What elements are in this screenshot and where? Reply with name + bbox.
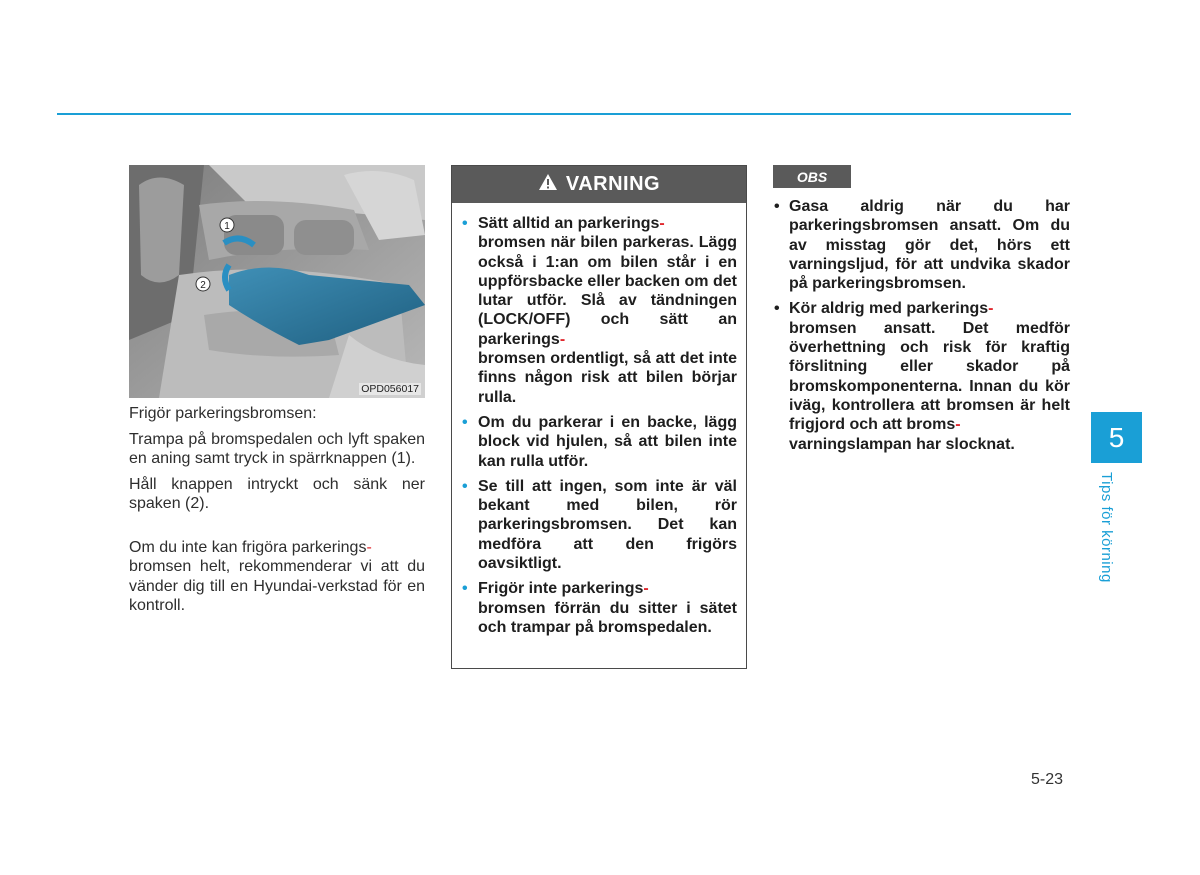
paragraph-release-heading: Frigör parkeringsbromsen: [129, 405, 317, 422]
obs-list [773, 197, 1070, 460]
callout-2: 2 [200, 280, 206, 291]
obs-tag: OBS [773, 165, 851, 188]
figure-code: OPD056017 [361, 383, 419, 395]
chapter-label: Tips för körning [1098, 472, 1115, 583]
obs-item: • Gasa aldrig när du har parkeringsbromsen ansatt. Om du av misstag gör det, hörs ett varningsljud, för att undvika skador på parkeringsbromsen. [773, 197, 1070, 293]
callout-1: 1 [224, 221, 230, 232]
paragraph-workshop-advice: Om du inte kan frigöra parkerings- bromsen helt, rekommenderar vi att du vänder dig till en Hyundai-verkstad för en kontroll. [129, 538, 425, 614]
paragraph-release-step-2: Håll knappen intryckt och sänk ner spaken (2). [129, 475, 425, 512]
warning-item: • Frigör inte parkerings- bromsen förrän du sitter i sätet och trampar på bromspedalen. [461, 579, 737, 637]
parking-brake-drawing [129, 165, 425, 398]
obs-item: • Kör aldrig med parkerings- bromsen ansatt. Det medför överhettning och risk för kraftig förslitning eller skador på bromskomponenterna. Innan du kör iväg, kontrollera att bromsen är helt frigjord och att broms- varningslampan har slocknat. [773, 299, 1070, 453]
warning-triangle-icon [538, 173, 558, 197]
paragraph-release-step-1: Trampa på bromspedalen och lyft spaken en aning samt tryck in spärrknappen (1). [129, 430, 425, 467]
page-number: 5-23 [1031, 771, 1064, 788]
warning-header [452, 166, 746, 203]
warning-list [452, 203, 746, 637]
chapter-number-tab: 5 [1091, 412, 1142, 463]
warning-item: • Sätt alltid an parkerings- bromsen när bilen parkeras. Lägg också i 1:an om bilen står i en uppförsbacke eller backen om det lutar utför. Slå av tändningen (LOCK/OFF) och sätt an parkerings- bromsen ordentligt, så att det inte finns någon risk att bilen börjar rulla. [461, 214, 737, 407]
warning-item: • Om du parkerar i en backe, lägg block vid hjulen, så att bilen inte kan rulla utför. [461, 413, 737, 471]
parking-brake-illustration [129, 165, 425, 398]
warning-box [451, 165, 747, 669]
warning-title: VARNING [565, 173, 661, 195]
warning-item: • Se till att ingen, som inte är väl bekant med bilen, rör parkeringsbromsen. Det kan medföra att den frigörs oavsiktligt. [461, 477, 737, 573]
top-rule [57, 113, 1071, 115]
left-column-text [129, 404, 425, 622]
